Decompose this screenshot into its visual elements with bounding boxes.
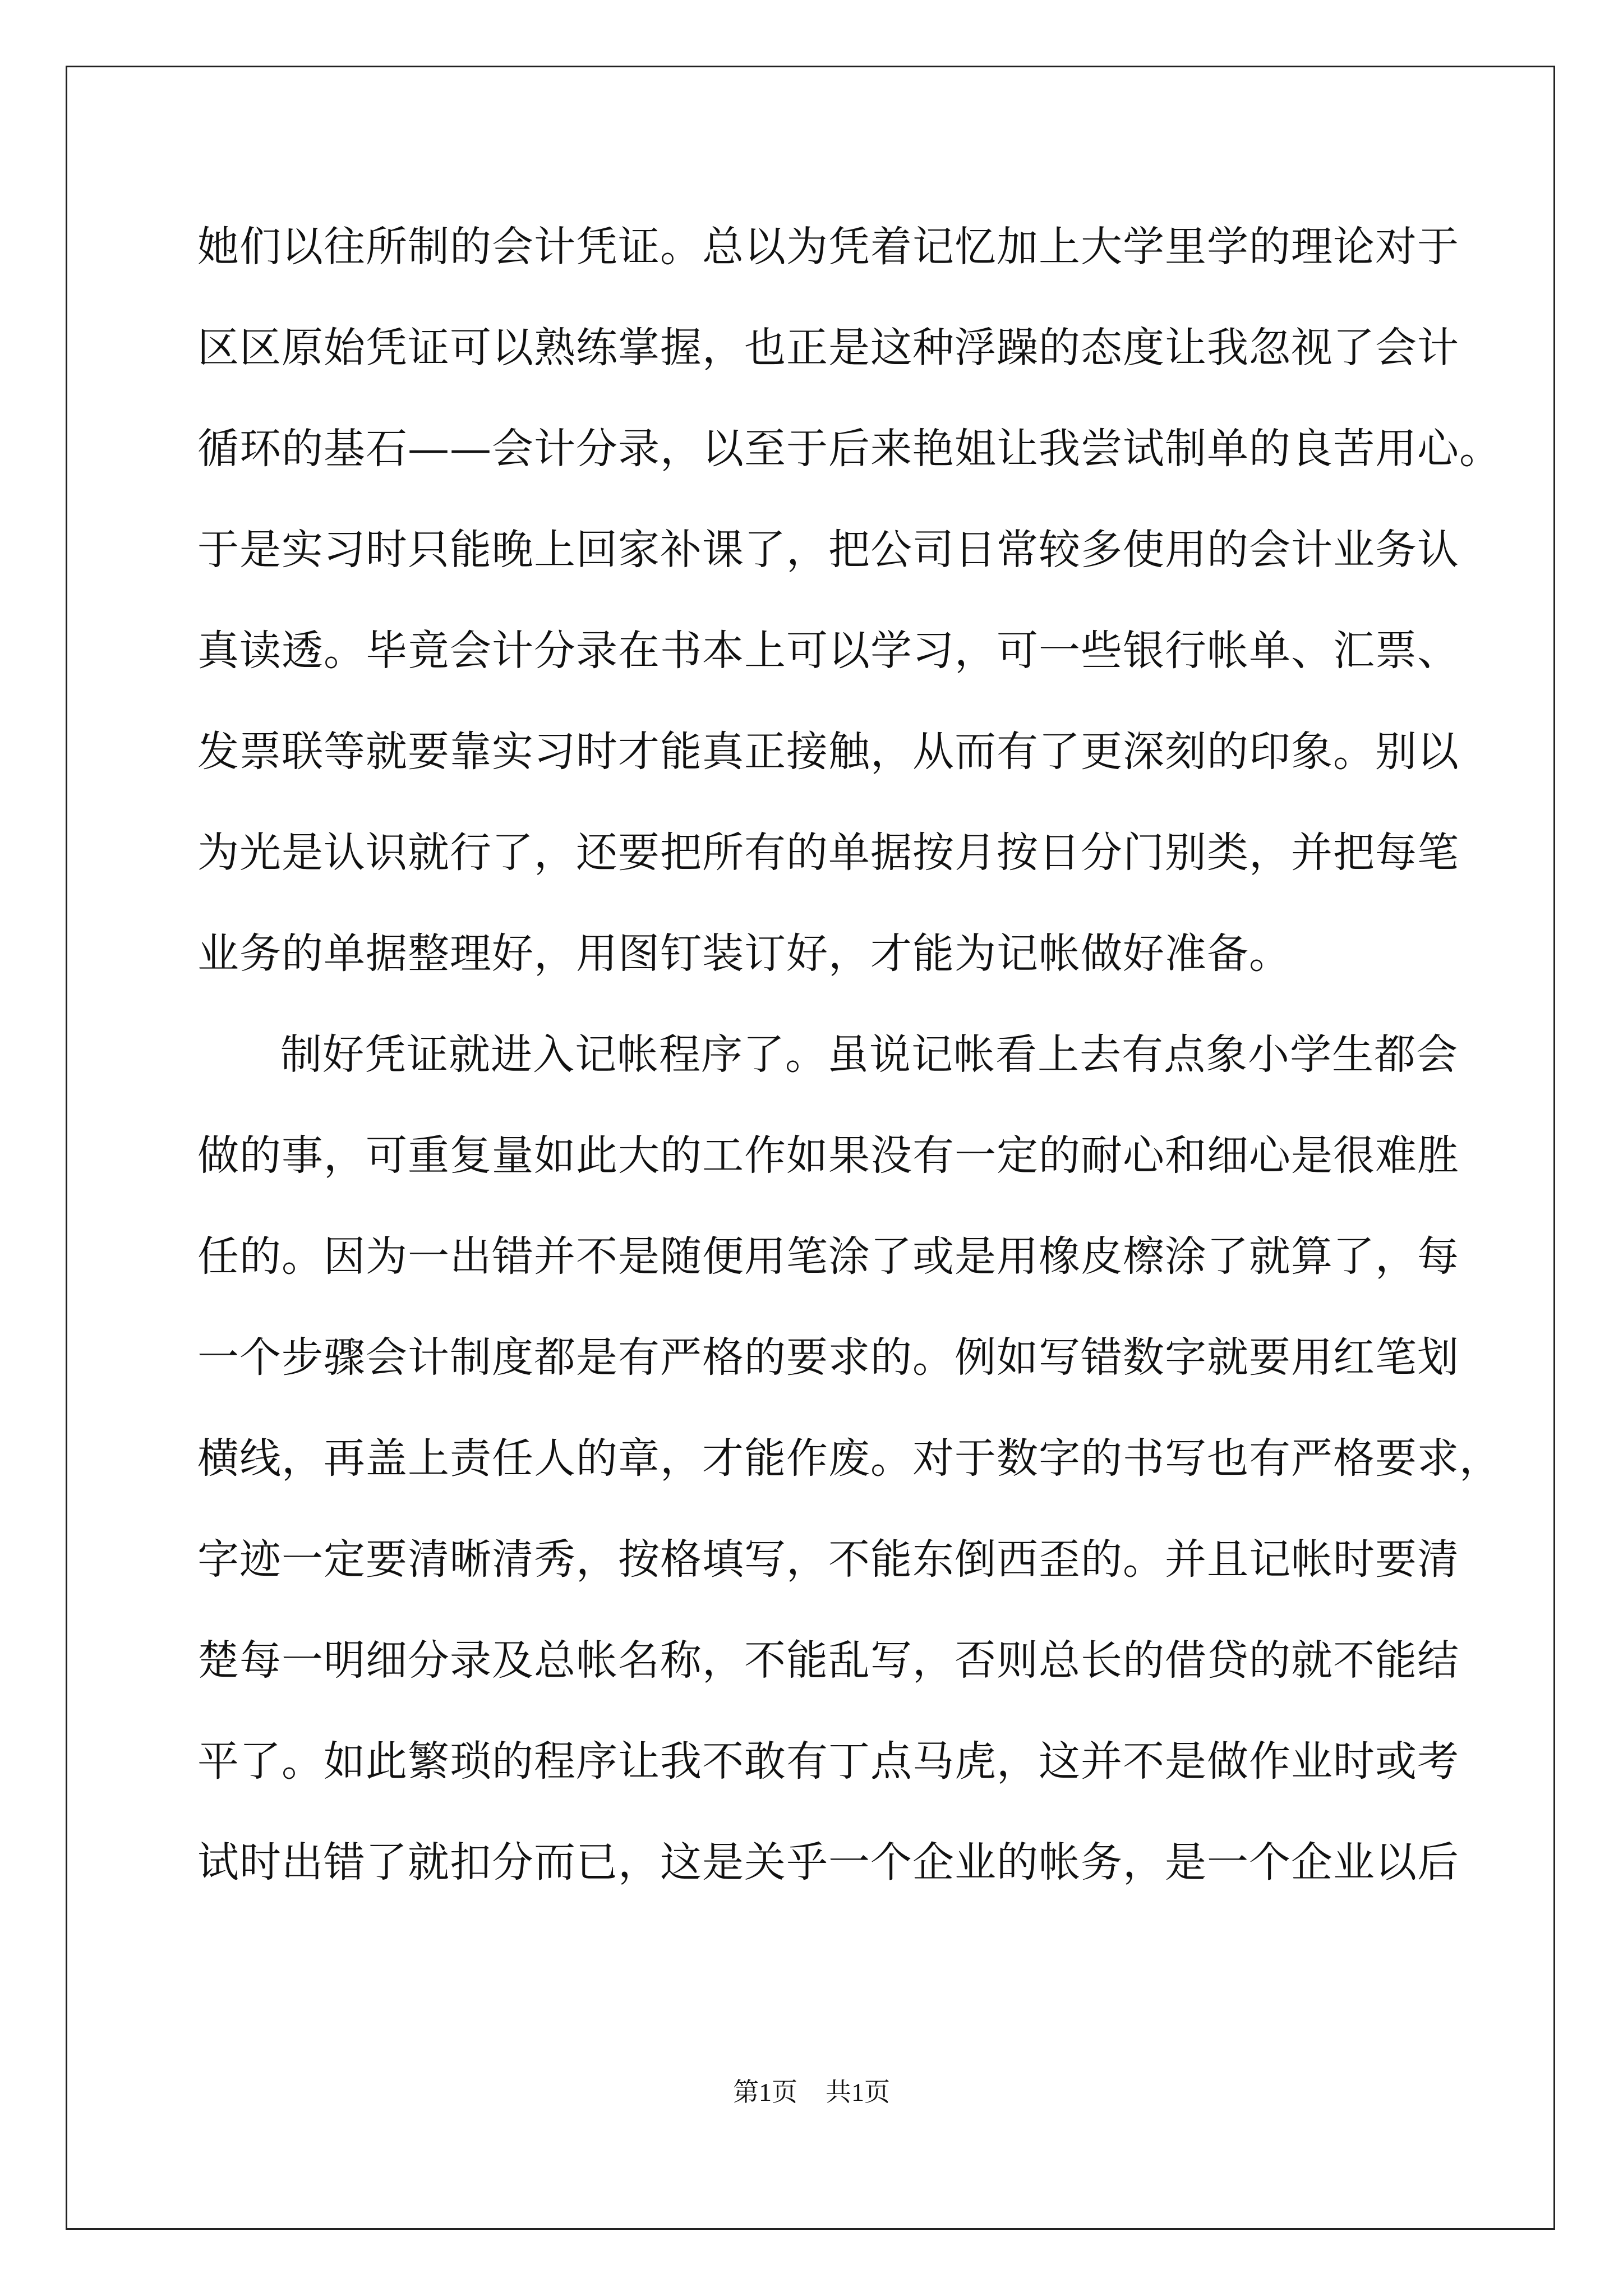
paragraph-line: 平了。如此繁琐的程序让我不敢有丁点马虎，这并不是做作业时或考 bbox=[197, 1737, 1459, 1786]
paragraph-line: 楚每一明细分录及总帐名称，不能乱写，否则总长的借贷的就不能结 bbox=[197, 1636, 1459, 1685]
paragraph-line: 字迹一定要清晰清秀，按格填写，不能东倒西歪的。并且记帐时要清 bbox=[197, 1535, 1459, 1584]
paragraph-line: 她们以往所制的会计凭证。总以为凭着记忆加上大学里学的理论对于 bbox=[197, 223, 1459, 271]
paragraph-line: 于是实习时只能晚上回家补课了，把公司日常较多使用的会计业务认 bbox=[197, 526, 1459, 574]
paragraph-line: 任的。因为一出错并不是随便用笔涂了或是用橡皮檫涂了就算了，每 bbox=[197, 1232, 1459, 1281]
paragraph-line: 业务的单据整理好，用图钉装订好，才能为记帐做好准备。 bbox=[197, 930, 1291, 978]
paragraph-line: 真读透。毕竟会计分录在书本上可以学习，可一些银行帐单、汇票、 bbox=[197, 627, 1459, 675]
paragraph-line: 区区原始凭证可以熟练掌握，也正是这种浮躁的态度让我忽视了会计 bbox=[197, 324, 1459, 372]
page-number: 第1页 bbox=[733, 2078, 797, 2106]
page-total: 共1页 bbox=[826, 2078, 890, 2106]
paragraph-line: 做的事，可重复量如此大的工作如果没有一定的耐心和细心是很难胜 bbox=[197, 1131, 1459, 1180]
page-footer bbox=[0, 2076, 1623, 2109]
paragraph-line: 发票联等就要靠实习时才能真正接触，从而有了更深刻的印象。别以 bbox=[197, 728, 1459, 776]
document-body bbox=[197, 213, 1501, 1930]
paragraph-line: 为光是认识就行了，还要把所有的单据按月按日分门别类，并把每笔 bbox=[197, 829, 1459, 877]
paragraph-line: 制好凭证就进入记帐程序了。虽说记帐看上去有点象小学生都会 bbox=[280, 1030, 1458, 1079]
paragraph-line: 循环的基石——会计分录，以至于后来艳姐让我尝试制单的良苦用心。 bbox=[197, 425, 1501, 473]
paragraph-line: 横线，再盖上责任人的章，才能作废。对于数字的书写也有严格要求， bbox=[197, 1434, 1501, 1483]
paragraph-line: 一个步骤会计制度都是有严格的要求的。例如写错数字就要用红笔划 bbox=[197, 1333, 1459, 1382]
paragraph-line: 试时出错了就扣分而已，这是关乎一个企业的帐务，是一个企业以后 bbox=[197, 1838, 1459, 1887]
